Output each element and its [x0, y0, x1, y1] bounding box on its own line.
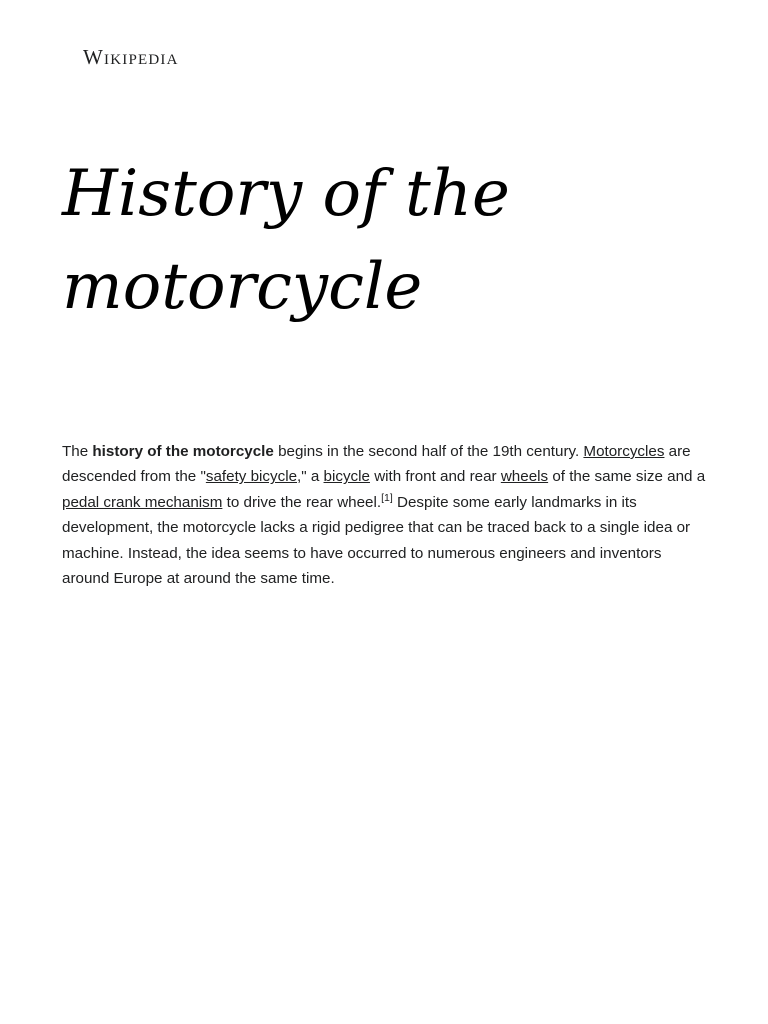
lead-bold-subject: history of the motorcycle	[92, 443, 274, 460]
wikipedia-wordmark-link[interactable]: Wikipedia	[83, 44, 179, 69]
page-title	[62, 148, 702, 334]
link-motorcycles[interactable]: Motorcycles	[583, 443, 665, 460]
link-safety-bicycle[interactable]: safety bicycle	[205, 468, 298, 486]
link-pedal-crank-mechanism[interactable]: pedal crank mechanism	[62, 493, 223, 511]
page-title-line-1: History of the	[62, 157, 510, 231]
site-header	[83, 40, 179, 74]
reference-marker	[381, 492, 393, 504]
lead-text: The	[62, 443, 93, 460]
link-wheels[interactable]: wheels	[500, 468, 549, 486]
lead-text: of the same size and a	[548, 468, 706, 486]
lead-text: Despite some early landmarks in its development, the motorcycle lacks a rigid pedigree that can be traced back to a single idea or machine. Instead, the idea seems to have occurred to numerous engineers and inventors around Europe at around the same time.	[62, 493, 691, 588]
lead-paragraph	[62, 439, 710, 591]
lead-text: are descended from the "	[62, 443, 691, 486]
link-bicycle[interactable]: bicycle	[323, 468, 370, 486]
lead-text: with front and rear	[369, 468, 501, 486]
lead-text: ," a	[297, 468, 324, 486]
page-title-line-2: motorcycle	[62, 250, 423, 324]
lead-text: begins in the second half of the 19th century.	[273, 443, 584, 460]
lead-text: to drive the rear wheel.	[222, 493, 382, 511]
reference-link-1[interactable]: [1]	[381, 491, 393, 504]
